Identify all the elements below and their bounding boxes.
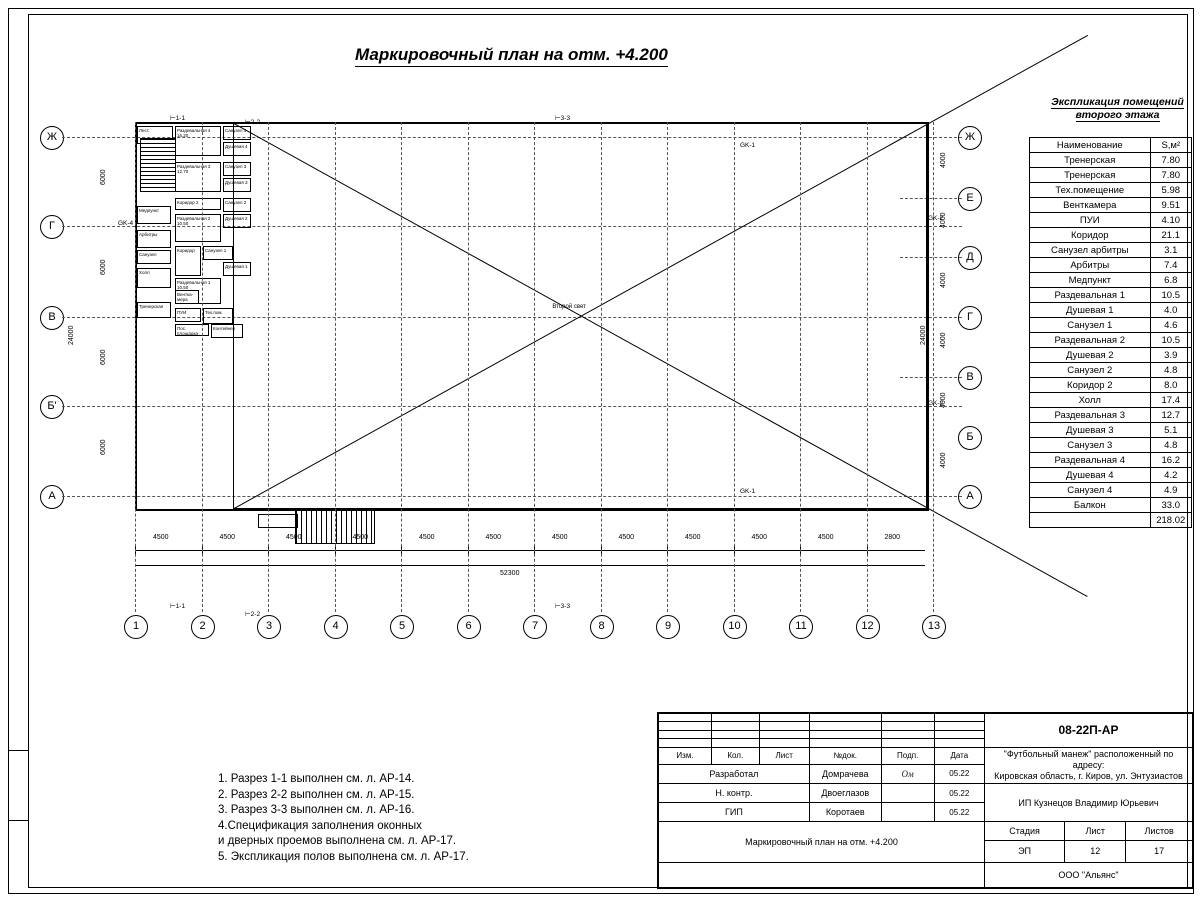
hall-diagonal-2 xyxy=(234,123,926,508)
sheets-header: Листов xyxy=(1126,822,1193,841)
axis-bubble-number-12[interactable]: 12 xyxy=(856,615,880,639)
name-normcontrol: Двоеглазов xyxy=(809,784,881,803)
tb-blank-18 xyxy=(934,730,984,738)
room-name: Санузел 1 xyxy=(1030,318,1151,333)
axis-line-v-4 xyxy=(335,122,336,612)
room-16: Коридор xyxy=(175,246,201,276)
room-area: 6.8 xyxy=(1150,273,1191,288)
tb-blank-5 xyxy=(881,714,934,722)
table-row xyxy=(1030,318,1192,333)
room-name: Душевая 1 xyxy=(1030,303,1151,318)
axis-bubble-left-1[interactable]: Ж xyxy=(40,126,64,150)
room-name: Венткамера xyxy=(1030,198,1151,213)
room-24: Пос. площадка xyxy=(175,324,209,336)
exploration-title-line1: Экспликация помещений xyxy=(1051,96,1184,108)
room-name: Раздевальная 4 xyxy=(1030,453,1151,468)
room-area: 12.7 xyxy=(1150,408,1191,423)
dimension-right-1: 4000 xyxy=(940,152,947,168)
tb-blank-19 xyxy=(659,739,712,747)
room-12: Медпункт xyxy=(137,206,171,224)
table-row xyxy=(1030,468,1192,483)
dimension-left-1: 6000 xyxy=(100,169,107,185)
room-area: 4.8 xyxy=(1150,438,1191,453)
tb-blank-14 xyxy=(712,730,760,738)
room-name: Раздевальная 3 xyxy=(1030,408,1151,423)
tb-blank-6 xyxy=(934,714,984,722)
axis-bubble-number-9[interactable]: 9 xyxy=(656,615,680,639)
axis-bubble-right-2[interactable]: Е xyxy=(958,187,982,211)
room-4: Душевая 4 xyxy=(223,142,251,156)
room-name: Арбитры xyxy=(1030,258,1151,273)
room-8: Коридор 2 xyxy=(175,198,221,210)
axis-bubble-number-4[interactable]: 4 xyxy=(324,615,348,639)
axis-line-v-1 xyxy=(135,122,136,612)
dimension-left-3: 6000 xyxy=(100,349,107,365)
axis-bubble-number-11[interactable]: 11 xyxy=(789,615,813,639)
table-row xyxy=(1030,303,1192,318)
axis-line-v-5 xyxy=(401,122,402,612)
sheet-name: Маркировочный план на отм. +4.200 xyxy=(659,822,985,862)
entrance-platform xyxy=(258,514,298,528)
signature-gip xyxy=(881,803,934,822)
room-15: Холл xyxy=(137,268,171,288)
role-normcontrol: Н. контр. xyxy=(659,784,810,803)
room-name: Коридор 2 xyxy=(1030,378,1151,393)
doc-code: 08-22П-АР xyxy=(984,714,1192,748)
object-description xyxy=(984,747,1192,783)
column-header-area: S,м² xyxy=(1150,138,1191,153)
axis-bubble-number-7[interactable]: 7 xyxy=(523,615,547,639)
room-name: Балкон xyxy=(1030,498,1151,513)
table-row xyxy=(1030,453,1192,468)
table-row xyxy=(1030,378,1192,393)
exploration-table xyxy=(1029,137,1192,528)
room-area: 33.0 xyxy=(1150,498,1191,513)
axis-bubble-number-10[interactable]: 10 xyxy=(723,615,747,639)
room-1: Лест. xyxy=(137,126,173,144)
axis-bubble-right-5[interactable]: В xyxy=(958,366,982,390)
title-block xyxy=(657,712,1194,889)
room-name: Санузел арбитры xyxy=(1030,243,1151,258)
sheets-total: 17 xyxy=(1126,841,1193,862)
section-mark-3-bottom: ⊢3-3 xyxy=(555,603,571,610)
room-name: Коридор xyxy=(1030,228,1151,243)
room-name: Тренерская xyxy=(1030,153,1151,168)
room-area: 4.2 xyxy=(1150,468,1191,483)
dimension-right-6: 4000 xyxy=(940,452,947,468)
name-developer: Домрачева xyxy=(809,764,881,783)
main-hall xyxy=(233,122,927,509)
dimension-bottom-10: 4500 xyxy=(751,534,768,541)
axis-line-v-12 xyxy=(867,122,868,612)
room-name: Санузел 4 xyxy=(1030,483,1151,498)
tb-blank-11 xyxy=(881,722,934,730)
table-row xyxy=(1030,153,1192,168)
col-kol: Кол. xyxy=(712,747,760,764)
table-row xyxy=(1030,333,1192,348)
tb-blank-17 xyxy=(881,730,934,738)
col-list: Лист xyxy=(759,747,809,764)
floor-plan xyxy=(40,110,1020,650)
room-6: Раздевальная 3 12.70 xyxy=(175,162,221,192)
table-header-row xyxy=(1030,138,1192,153)
stage-value: ЭП xyxy=(984,841,1064,862)
table-row xyxy=(1030,213,1192,228)
exploration-title-line2: второго этажа xyxy=(1075,109,1160,121)
table-row xyxy=(1030,183,1192,198)
room-14: Санузел xyxy=(137,250,171,264)
wall-mark-gk2-a: GK-2 xyxy=(928,215,944,222)
axis-bubble-right-6[interactable]: Б xyxy=(958,426,982,450)
total-label xyxy=(1030,513,1151,528)
room-2: Раздевальная 4 16.20 xyxy=(175,126,221,156)
object-line-1: "Футбольный манеж" расположенный по адресу: xyxy=(1003,748,1174,770)
tb-blank-8 xyxy=(712,722,760,730)
axis-line-v-8 xyxy=(601,122,602,612)
drawing-title-text: Маркировочный план на отм. +4.200 xyxy=(355,45,668,67)
dimension-line-bottom xyxy=(135,550,925,551)
dimension-right-4: 4000 xyxy=(940,332,947,348)
room-name: ПУИ xyxy=(1030,213,1151,228)
col-izm: Изм. xyxy=(659,747,712,764)
table-row xyxy=(1030,483,1192,498)
date-developer: 05.22 xyxy=(934,764,984,783)
dimension-bottom-3: 4500 xyxy=(286,534,302,541)
section-mark-2-top: ⊢2-2 xyxy=(245,119,261,126)
drawing-title xyxy=(355,45,668,65)
axis-bubble-number-13[interactable]: 13 xyxy=(922,615,946,639)
column-header-name: Наименование xyxy=(1030,138,1151,153)
tb-blank-2 xyxy=(712,714,760,722)
room-area: 7.4 xyxy=(1150,258,1191,273)
room-area: 5.98 xyxy=(1150,183,1191,198)
note-3: 3. Разрез 3-3 выполнен см. л. АР-16. xyxy=(218,804,415,816)
room-name: Тех.помещение xyxy=(1030,183,1151,198)
col-podp: Подп. xyxy=(881,747,934,764)
hall-label: Второй свет xyxy=(552,303,586,310)
table-row xyxy=(1030,198,1192,213)
overall-length-label: 52300 xyxy=(500,570,520,577)
room-area: 5.1 xyxy=(1150,423,1191,438)
tb-blank-12 xyxy=(934,722,984,730)
signature-developer: Ом xyxy=(881,764,934,783)
axis-line-v-10 xyxy=(734,122,735,612)
dimension-bottom-5: 4500 xyxy=(419,534,435,541)
tb-blank-13 xyxy=(659,730,712,738)
note-5: и дверных проемов выполнена см. л. АР-17. xyxy=(218,835,457,847)
dimension-bottom-7: 4500 xyxy=(552,534,568,541)
note-6: 5. Экспликация полов выполнена см. л. АР-17. xyxy=(218,850,469,863)
room-area: 4.8 xyxy=(1150,363,1191,378)
axis-line-v-9 xyxy=(667,122,668,612)
room-area: 8.0 xyxy=(1150,378,1191,393)
axis-bubble-number-6[interactable]: 6 xyxy=(457,615,481,639)
tb-blank-1 xyxy=(659,714,712,722)
axis-bubble-left-2[interactable]: Г xyxy=(40,215,64,239)
axis-bubble-number-3[interactable]: 3 xyxy=(257,615,281,639)
table-row xyxy=(1030,168,1192,183)
note-4: 4.Спецификация заполнения оконных xyxy=(218,819,422,832)
room-area: 7.80 xyxy=(1150,168,1191,183)
room-name: Раздевальная 1 xyxy=(1030,288,1151,303)
room-area: 4.0 xyxy=(1150,303,1191,318)
total-area: 218.02 xyxy=(1150,513,1191,528)
room-area: 9.51 xyxy=(1150,198,1191,213)
role-gip: ГИП xyxy=(659,803,810,822)
tb-blank-7 xyxy=(659,722,712,730)
axis-line-v-11 xyxy=(800,122,801,612)
wall-mark-gk1-top: GK-1 xyxy=(740,142,756,149)
section-mark-3-bottom-label: 3-3 xyxy=(560,603,571,610)
table-row xyxy=(1030,423,1192,438)
room-name: Санузел 2 xyxy=(1030,363,1151,378)
tb-blank-3 xyxy=(759,714,809,722)
dimension-right-2: 4000 xyxy=(940,212,947,228)
room-name: Медпункт xyxy=(1030,273,1151,288)
section-mark-1-bottom: ⊢1-1 xyxy=(170,603,186,610)
sheet-number: 12 xyxy=(1065,841,1126,862)
customer: ИП Кузнецов Владимир Юрьевич xyxy=(984,784,1192,822)
table-row xyxy=(1030,348,1192,363)
room-3: Санузел 4 xyxy=(223,126,251,140)
table-row xyxy=(1030,288,1192,303)
tb-blank-10 xyxy=(809,722,881,730)
room-area: 21.1 xyxy=(1150,228,1191,243)
axis-bubble-right-1[interactable]: Ж xyxy=(958,126,982,150)
dimension-bottom-4: 4500 xyxy=(352,534,369,541)
room-name: Санузел 3 xyxy=(1030,438,1151,453)
overall-right-label: 24000 xyxy=(920,325,927,345)
table-row xyxy=(1030,273,1192,288)
room-area: 3.9 xyxy=(1150,348,1191,363)
dimension-bottom-8: 4500 xyxy=(618,534,635,541)
axis-bubble-right-7[interactable]: А xyxy=(958,485,982,509)
table-row xyxy=(1030,243,1192,258)
dimension-bottom-2: 4500 xyxy=(219,534,236,541)
wall-mark-gk2-b: GK-2 xyxy=(928,400,944,407)
axis-line-v-6 xyxy=(468,122,469,612)
date-normcontrol: 05.22 xyxy=(934,784,984,803)
room-area: 16.2 xyxy=(1150,453,1191,468)
room-area: 4.6 xyxy=(1150,318,1191,333)
room-area: 3.1 xyxy=(1150,243,1191,258)
axis-line-v-7 xyxy=(534,122,535,612)
tb-blank-bottom xyxy=(659,862,985,888)
room-area: 10.5 xyxy=(1150,333,1191,348)
stair-icon-1 xyxy=(140,138,176,192)
table-total-row xyxy=(1030,513,1192,528)
axis-bubble-right-3[interactable]: Д xyxy=(958,246,982,270)
room-area: 7.80 xyxy=(1150,153,1191,168)
room-20: ПУИ xyxy=(175,308,201,322)
dimension-right-5: 4000 xyxy=(940,392,947,408)
table-row xyxy=(1030,438,1192,453)
axis-bubble-number-8[interactable]: 8 xyxy=(590,615,614,639)
axis-bubble-left-4[interactable]: Б' xyxy=(40,395,64,419)
room-9: Санузел 2 xyxy=(223,198,251,212)
dimension-line-bottom-total xyxy=(135,565,925,566)
room-7: Душевая 3 xyxy=(223,178,251,192)
room-area: 4.9 xyxy=(1150,483,1191,498)
note-1: 1. Разрез 1-1 выполнен см. л. АР-14. xyxy=(218,773,415,785)
section-mark-1-bottom-label: 1-1 xyxy=(175,603,186,610)
axis-line-v-2 xyxy=(202,122,203,612)
dimension-left-2: 6000 xyxy=(100,259,107,275)
col-data: Дата xyxy=(934,747,984,764)
room-name: Раздевальная 2 xyxy=(1030,333,1151,348)
table-row xyxy=(1030,408,1192,423)
tb-blank-20 xyxy=(712,739,760,747)
tb-blank-24 xyxy=(934,739,984,747)
name-gip: Коротаев xyxy=(809,803,881,822)
room-name: Душевая 2 xyxy=(1030,348,1151,363)
section-mark-2-bottom: ⊢2-2 xyxy=(245,611,261,618)
room-10: Раздевальная 2 10.50 xyxy=(175,214,221,242)
section-mark-1-top-label: 1-1 xyxy=(175,115,186,122)
room-13: Арбитры xyxy=(137,230,171,248)
dimension-bottom-6: 4500 xyxy=(485,534,502,541)
room-5: Санузел 3 xyxy=(223,162,251,176)
overall-left-label: 24000 xyxy=(68,325,75,345)
room-23: Вентка- мера xyxy=(175,290,199,304)
room-11: Душевая 2 xyxy=(223,214,251,228)
dimension-bottom-11: 4500 xyxy=(818,534,834,541)
room-name: Душевая 3 xyxy=(1030,423,1151,438)
table-row xyxy=(1030,363,1192,378)
dimension-right-3: 4000 xyxy=(940,272,947,288)
section-mark-2-bottom-label: 2-2 xyxy=(250,611,261,618)
tb-blank-4 xyxy=(809,714,881,722)
axis-bubble-left-3[interactable]: В xyxy=(40,306,64,330)
section-mark-2-top-label: 2-2 xyxy=(250,119,261,126)
section-mark-3-top: ⊢3-3 xyxy=(555,115,571,122)
left-margin-stamp-2 xyxy=(8,750,29,821)
table-row xyxy=(1030,228,1192,243)
room-18: Раздевальная 1 10.50 xyxy=(175,278,221,304)
dimension-bottom-9: 4500 xyxy=(685,534,701,541)
notes-block xyxy=(218,772,469,865)
room-22: Тренерская xyxy=(137,302,171,318)
sheet-header: Лист xyxy=(1065,822,1126,841)
axis-bubble-number-2[interactable]: 2 xyxy=(191,615,215,639)
tb-blank-21 xyxy=(759,739,809,747)
dimension-bottom-1: 4500 xyxy=(153,534,169,541)
tb-blank-22 xyxy=(809,739,881,747)
room-name: Душевая 4 xyxy=(1030,468,1151,483)
company-name: ООО "Альянс" xyxy=(984,862,1192,888)
room-25: Контейнер xyxy=(211,324,243,338)
role-developer: Разработал xyxy=(659,764,810,783)
table-row xyxy=(1030,393,1192,408)
tb-blank-9 xyxy=(759,722,809,730)
left-margin-stamp-1 xyxy=(8,690,29,751)
axis-bubble-left-5[interactable]: А xyxy=(40,485,64,509)
table-row xyxy=(1030,498,1192,513)
tb-blank-23 xyxy=(881,739,934,747)
section-mark-1-top: ⊢1-1 xyxy=(170,115,186,122)
date-gip: 05.22 xyxy=(934,803,984,822)
room-area: 4.10 xyxy=(1150,213,1191,228)
dimension-bottom-12: 2800 xyxy=(884,534,901,541)
room-area: 10.5 xyxy=(1150,288,1191,303)
section-mark-3-top-label: 3-3 xyxy=(560,115,571,122)
axis-bubble-number-5[interactable]: 5 xyxy=(390,615,414,639)
wall-mark-gk1-bottom: GK-1 xyxy=(740,488,756,495)
room-19: Душевая 1 xyxy=(223,262,251,276)
room-name: Тренерская xyxy=(1030,168,1151,183)
room-21: Тех.пом. xyxy=(203,308,233,324)
axis-line-v-13 xyxy=(933,122,934,612)
exploration-title xyxy=(1040,96,1195,122)
note-2: 2. Разрез 2-2 выполнен см. л. АР-15. xyxy=(218,788,415,801)
dimension-left-4: 6000 xyxy=(100,439,107,455)
room-area: 17.4 xyxy=(1150,393,1191,408)
wall-mark-gk4: GK-4 xyxy=(118,220,134,227)
room-17: Санузел 1 xyxy=(203,246,233,260)
stage-header: Стадия xyxy=(984,822,1064,841)
tb-blank-15 xyxy=(759,730,809,738)
axis-bubble-right-4[interactable]: Г xyxy=(958,306,982,330)
signature-normcontrol xyxy=(881,784,934,803)
tb-blank-16 xyxy=(809,730,881,738)
room-name: Холл xyxy=(1030,393,1151,408)
axis-line-v-3 xyxy=(268,122,269,612)
axis-bubble-number-1[interactable]: 1 xyxy=(124,615,148,639)
object-line-2: Кировская область, г. Киров, ул. Энтузиастов xyxy=(994,770,1183,781)
col-ndok: №док. xyxy=(809,747,881,764)
table-row xyxy=(1030,258,1192,273)
